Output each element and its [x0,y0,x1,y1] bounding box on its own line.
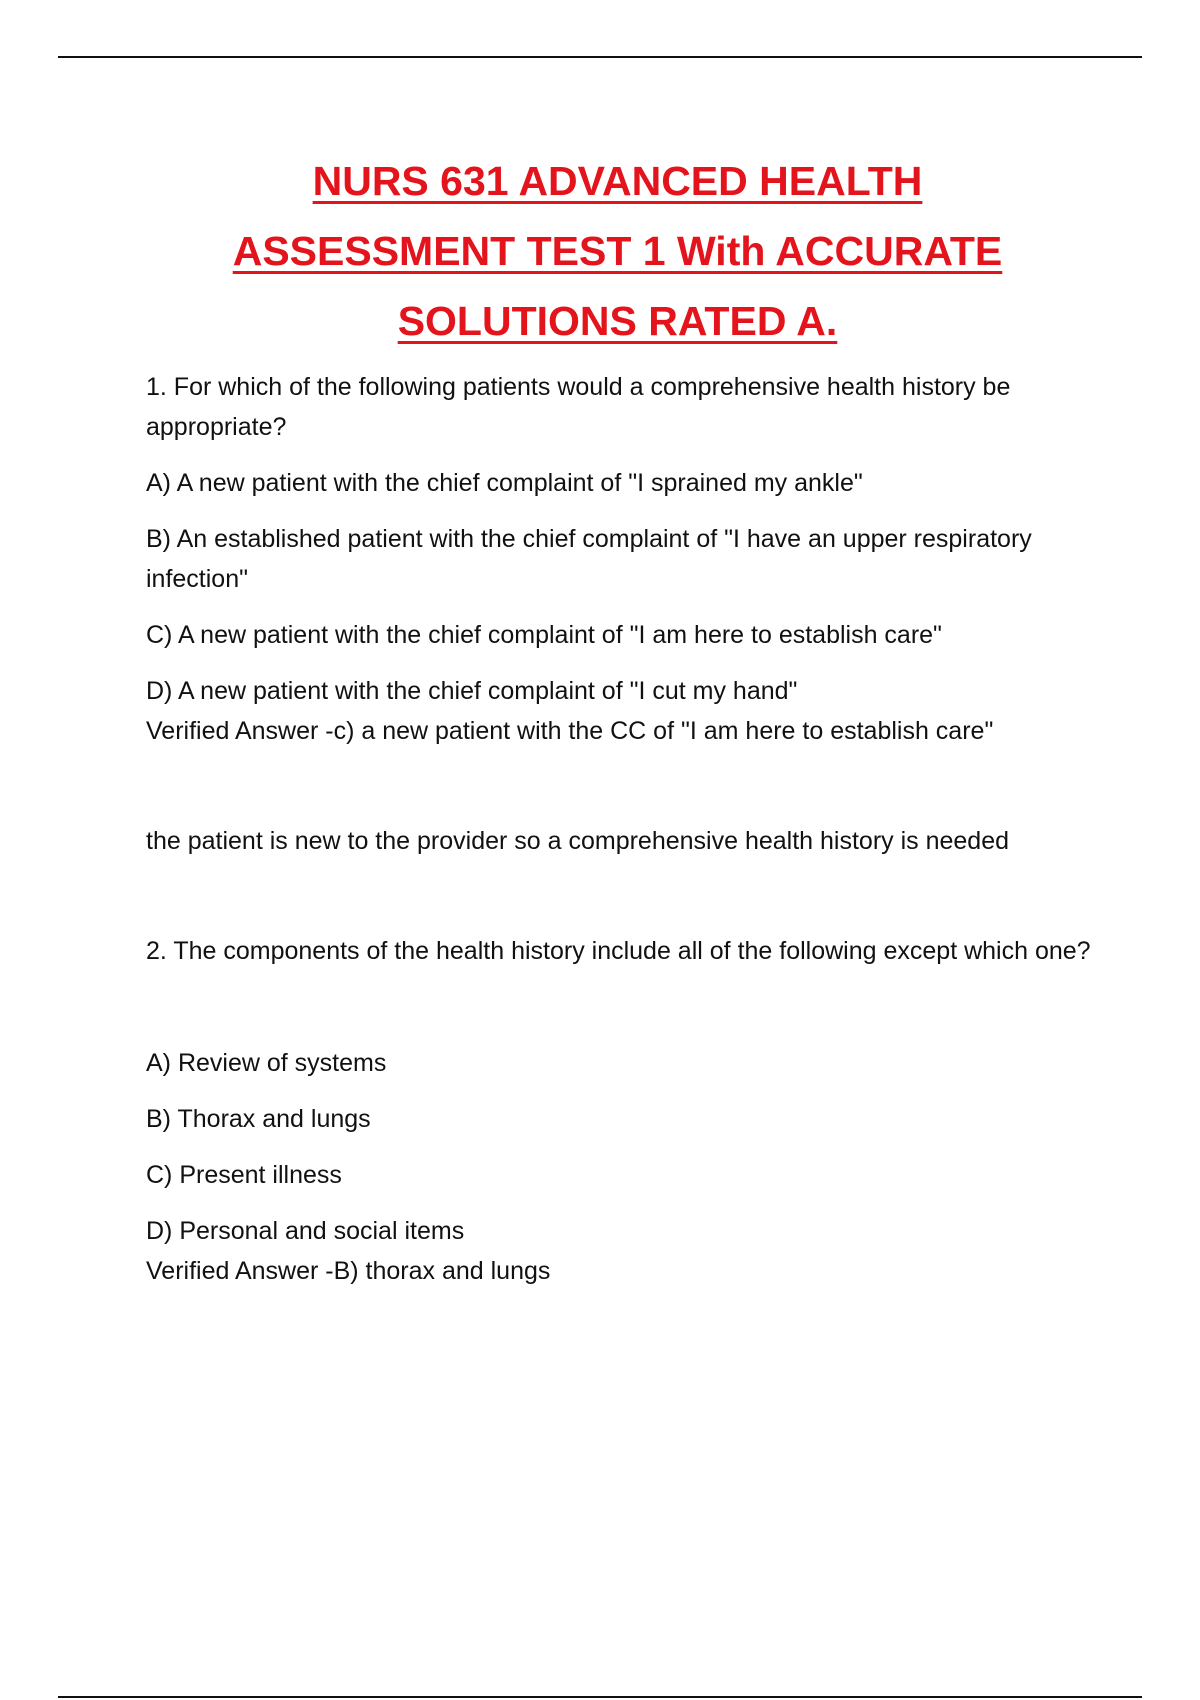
question-1-answer: Verified Answer -c) a new patient with the CC of "I am here to establish care" [146,717,994,745]
question-2-option-d: D) Personal and social items [146,1217,465,1245]
question-1-option-c: C) A new patient with the chief complaint of "I am here to establish care" [146,621,942,649]
question-1-option-a: A) A new patient with the chief complaint of "I sprained my ankle" [146,469,863,497]
question-1-explanation: the patient is new to the provider so a comprehensive health history is needed [146,827,1010,855]
title-line-3: SOLUTIONS RATED A. [397,298,838,344]
question-2-option-a: A) Review of systems [146,1049,387,1077]
question-1-text: 1. For which of the following patients would a comprehensive health history be appropriate? [146,373,1011,441]
question-2-answer: Verified Answer -B) thorax and lungs [146,1257,551,1285]
question-2-text: 2. The components of the health history include all of the following except which one? [146,937,1091,965]
question-2-option-c: C) Present illness [146,1161,342,1189]
document-body [146,367,1096,1291]
title-line-1: NURS 631 ADVANCED HEALTH [312,158,923,204]
document-title [140,146,1095,356]
question-1-option-b: B) An established patient with the chief complaint of "I have an upper respiratory infection" [146,525,1032,593]
bottom-rule [58,1696,1142,1698]
title-line-2: ASSESSMENT TEST 1 With ACCURATE [232,228,1003,274]
question-2-option-b: B) Thorax and lungs [146,1105,371,1133]
question-1-option-d: D) A new patient with the chief complaint of "I cut my hand" [146,677,798,705]
top-rule [58,56,1142,58]
